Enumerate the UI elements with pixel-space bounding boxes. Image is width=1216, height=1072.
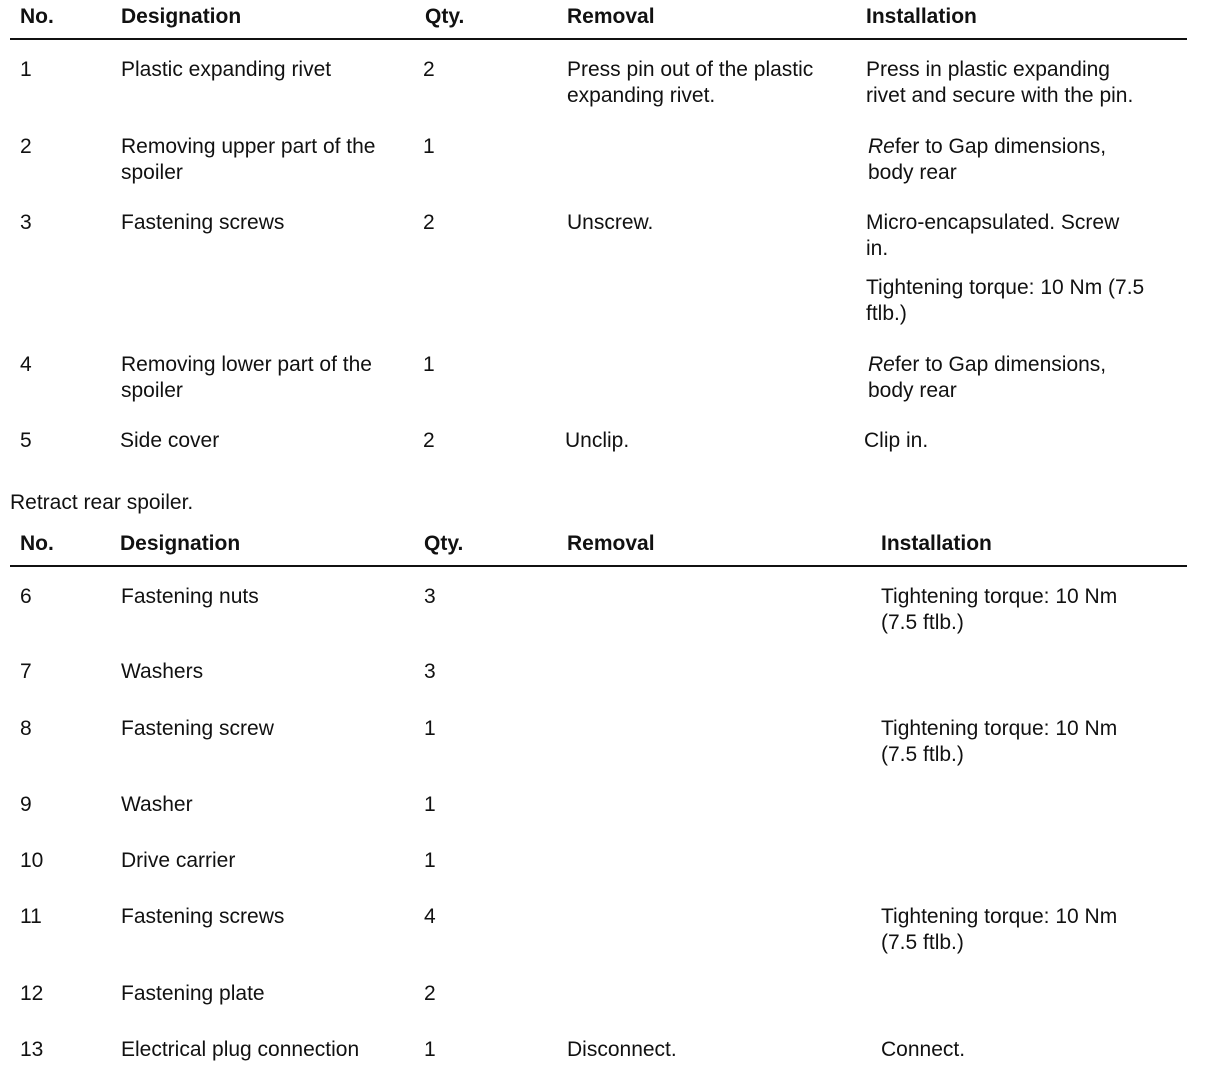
- row-no: 4: [20, 353, 32, 376]
- row-installation: Press in plastic expanding rivet and secure with the pin.: [866, 58, 1134, 107]
- row-designation: Fastening screws: [121, 905, 285, 928]
- row-no: 6: [20, 585, 32, 608]
- row-no: 12: [20, 982, 44, 1005]
- row-installation: Micro-encapsulated. Screw in.: [866, 211, 1120, 260]
- header-designation: Designation: [120, 532, 241, 555]
- row-qty: 1: [424, 1038, 436, 1061]
- row-no: 2: [20, 135, 32, 158]
- row-no: 8: [20, 717, 32, 740]
- row-designation: Removing lower part of the spoiler: [121, 353, 372, 402]
- row-installation-link[interactable]: [868, 352, 1188, 404]
- row-designation: Washers: [121, 660, 204, 683]
- row-installation: Clip in.: [864, 429, 929, 452]
- row-removal: Press pin out of the plastic expanding rivet.: [567, 58, 814, 107]
- row-removal: Unscrew.: [567, 211, 654, 234]
- header-installation: Installation: [866, 5, 977, 28]
- header-qty: Qty.: [425, 5, 465, 28]
- row-qty: 1: [424, 717, 436, 740]
- header-removal: Removal: [567, 5, 655, 28]
- header-rule: [10, 38, 1187, 40]
- header-no: No.: [20, 532, 54, 555]
- header-rule: [10, 565, 1187, 567]
- row-installation: Tightening torque: 10 Nm (7.5 ftlb.): [881, 717, 1118, 766]
- row-designation: Removing upper part of the spoiler: [121, 135, 376, 184]
- section-caption: Retract rear spoiler.: [10, 491, 194, 514]
- row-installation-link[interactable]: [868, 134, 1188, 186]
- row-designation: Fastening screws: [121, 211, 285, 234]
- row-no: 5: [20, 429, 32, 452]
- row-no: 13: [20, 1038, 44, 1061]
- row-designation: Drive carrier: [121, 849, 236, 872]
- row-installation-torque: Tightening torque: 10 Nm (7.5 ftlb.): [866, 276, 1145, 325]
- row-designation: Electrical plug connection: [121, 1038, 360, 1061]
- link-text: fer to Gap dimensions, body rear: [868, 353, 1107, 402]
- row-designation: Washer: [121, 793, 193, 816]
- row-qty: 4: [424, 905, 436, 928]
- row-designation: Fastening plate: [121, 982, 265, 1005]
- row-qty: 1: [424, 849, 436, 872]
- header-qty: Qty.: [424, 532, 464, 555]
- row-designation: Fastening nuts: [121, 585, 259, 608]
- header-removal: Removal: [567, 532, 655, 555]
- header-installation: Installation: [881, 532, 992, 555]
- row-qty: 2: [423, 58, 435, 81]
- row-qty: 3: [424, 660, 436, 683]
- row-no: 1: [20, 58, 32, 81]
- row-qty: 1: [423, 135, 435, 158]
- row-qty: 1: [424, 793, 436, 816]
- row-no: 3: [20, 211, 32, 234]
- row-no: 11: [20, 905, 42, 928]
- row-qty: 3: [424, 585, 436, 608]
- header-no: No.: [20, 5, 54, 28]
- row-installation: Tightening torque: 10 Nm (7.5 ftlb.): [881, 905, 1118, 954]
- header-designation: Designation: [121, 5, 242, 28]
- row-installation: Connect.: [881, 1038, 966, 1061]
- row-designation: Side cover: [120, 429, 220, 452]
- row-removal: Disconnect.: [567, 1038, 677, 1061]
- link-text: fer to Gap dimensions, body rear: [868, 135, 1107, 184]
- row-designation: Fastening screw: [121, 717, 274, 740]
- row-no: 10: [20, 849, 44, 872]
- row-removal: Unclip.: [565, 429, 630, 452]
- row-qty: 2: [423, 211, 435, 234]
- link-prefix: Re: [868, 353, 895, 376]
- row-designation: Plastic expanding rivet: [121, 58, 332, 81]
- row-qty: 2: [423, 429, 435, 452]
- row-no: 7: [20, 660, 32, 683]
- row-no: 9: [20, 793, 32, 816]
- row-installation: Tightening torque: 10 Nm (7.5 ftlb.): [881, 585, 1118, 634]
- row-qty: 1: [423, 353, 435, 376]
- link-prefix: Re: [868, 135, 895, 158]
- row-qty: 2: [424, 982, 436, 1005]
